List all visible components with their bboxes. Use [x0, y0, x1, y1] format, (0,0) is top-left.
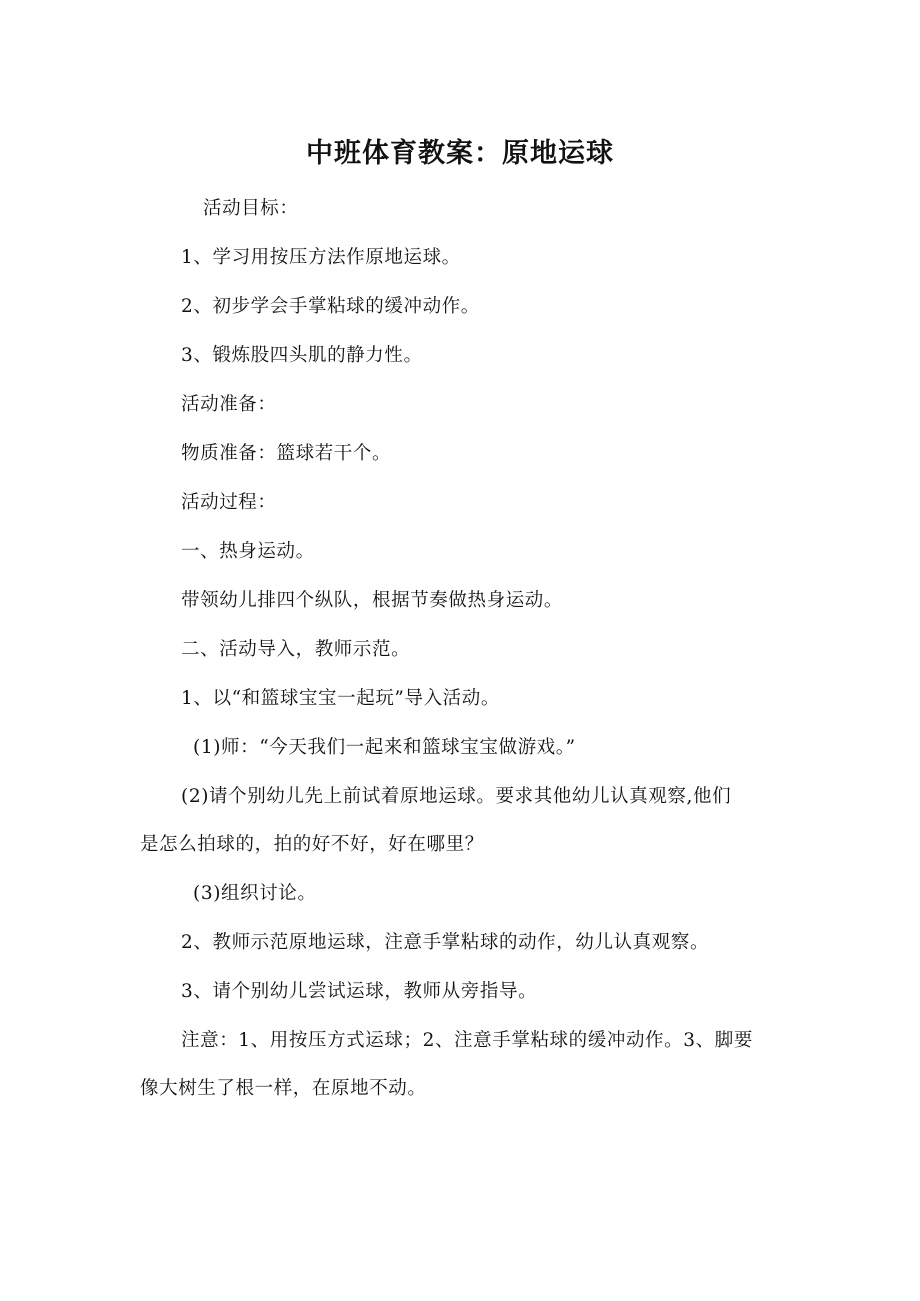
text-line: 二、活动导入，教师示范。	[181, 639, 411, 660]
text-line: 活动过程：	[181, 492, 277, 513]
text-line: 注意：1、用按压方式运球；2、注意手掌粘球的缓冲动作。3、脚要	[181, 1030, 753, 1051]
text-line: 是怎么拍球的，拍的好不好，好在哪里？	[140, 834, 484, 855]
text-line: 活动目标：	[203, 198, 299, 219]
text-line: (2)请个别幼儿先上前试着原地运球。要求其他幼儿认真观察,他们	[181, 786, 732, 807]
text-line: 一、热身运动。	[181, 541, 315, 562]
text-line: (3)组织讨论。	[193, 883, 317, 904]
text-line: 活动准备：	[181, 394, 277, 415]
text-line: 3、请个别幼儿尝试运球，教师从旁指导。	[181, 981, 538, 1002]
text-line: 1、以“和篮球宝宝一起玩”导入活动。	[181, 688, 500, 709]
text-line: 带领幼儿排四个纵队，根据节奏做热身运动。	[181, 590, 564, 611]
text-line: 2、初步学会手掌粘球的缓冲动作。	[181, 296, 480, 317]
text-line: 2、教师示范原地运球，注意手掌粘球的动作，幼儿认真观察。	[181, 932, 710, 953]
text-line: 3、锻炼股四头肌的静力性。	[181, 345, 423, 366]
text-line: 像大树生了根一样，在原地不动。	[140, 1078, 427, 1099]
document-title: 中班体育教案：原地运球	[306, 138, 614, 169]
text-line: (1)师：“今天我们一起来和篮球宝宝做游戏。”	[193, 737, 576, 758]
text-line: 物质准备：篮球若干个。	[181, 443, 392, 464]
text-line: 1、学习用按压方法作原地运球。	[181, 247, 461, 268]
